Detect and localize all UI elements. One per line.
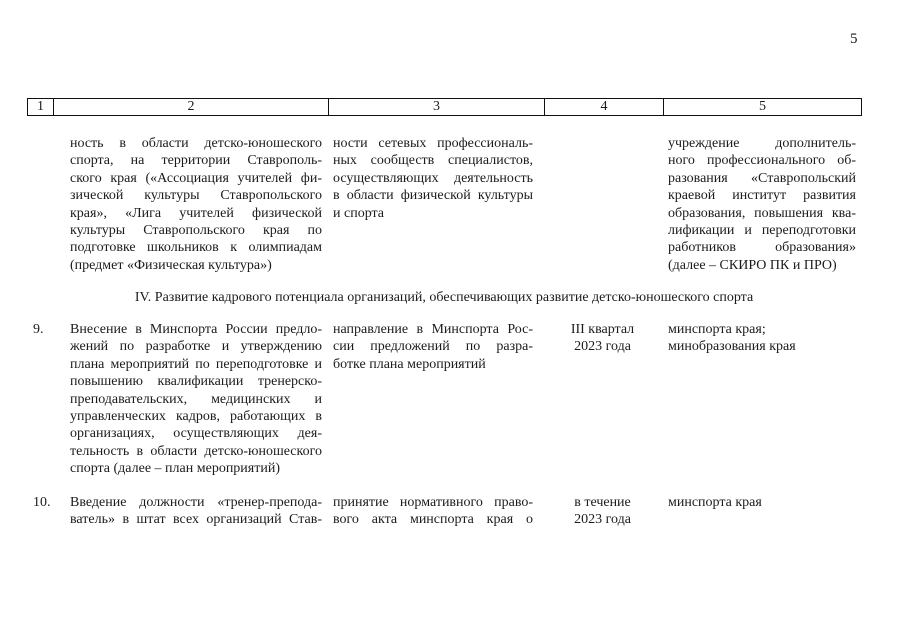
text-line: плана мероприятий по переподготовке и [70, 356, 322, 372]
text-line: повышению квалификации тренерско- [70, 374, 322, 390]
text-line: организациях, осуществляющих дея- [70, 426, 322, 442]
row-result-text [333, 321, 533, 373]
row-deadline-text [543, 494, 662, 529]
text-line: минспорта края; [668, 322, 766, 337]
text-line: и спорта [333, 205, 385, 221]
text-line: Внесение в Минспорта России предло- [70, 322, 322, 337]
text-line: сии предложений по разра- [333, 339, 533, 355]
text-line: III квартал [570, 322, 635, 337]
text-line: 2023 года [574, 512, 631, 528]
text-line: спорта (далее – план мероприятий) [70, 461, 281, 477]
row-number: 9. [33, 322, 44, 337]
text-line: образования, повышения ква- [668, 205, 856, 221]
text-line: разования «Ставропольский [668, 170, 856, 186]
section-heading: IV. Развитие кадрового потенциала организаций, обеспечивающих развитие детско-юношеского спорта [134, 290, 754, 305]
text-line: работников образования» [668, 240, 856, 256]
text-line: тельность в области детско-юношеского [70, 443, 322, 459]
text-line: ботке плана мероприятий [333, 356, 486, 372]
text-line: Введение должности «тренер-препода- [70, 495, 322, 510]
row-responsible-text [668, 494, 856, 511]
text-line: преподавательских, медицинских и [70, 391, 322, 407]
text-line: ватель» в штат всех организаций Став- [70, 512, 322, 528]
text-line: зической культуры Ставропольского [70, 188, 322, 204]
text-line: (далее – СКИРО ПК и ПРО) [668, 257, 837, 273]
text-line: минобразования края [668, 339, 796, 355]
text-line: минспорта края [668, 495, 762, 510]
continuation-responsible-text [668, 135, 856, 274]
row-result-text [333, 494, 533, 529]
row-number: 10. [33, 495, 51, 510]
text-line: края», «Лига учителей физической [70, 205, 322, 221]
text-line: краевой институт развития [668, 188, 856, 204]
text-line: ного профессионального об- [668, 153, 856, 169]
row-responsible-text [668, 321, 856, 356]
text-line: в течение [574, 495, 631, 510]
text-line: направление в Минспорта Рос- [333, 322, 533, 337]
continuation-measure-text [70, 135, 322, 274]
row-measure-text [70, 494, 322, 529]
text-line: осуществляющих деятельность [333, 170, 533, 186]
text-line: 2023 года [574, 339, 631, 355]
text-line: учреждение дополнитель- [668, 136, 856, 151]
text-line: ность в области детско-юношеского [70, 136, 322, 151]
text-line: управленческих кадров, работающих в [70, 408, 322, 424]
column-number-1: 1 [37, 99, 44, 114]
text-line: жений по разработке и утверждению [70, 339, 322, 355]
text-line: культуры Ставропольского края по [70, 222, 322, 238]
text-line: лификации и переподготовки [668, 222, 856, 238]
column-number-4: 4 [544, 99, 663, 115]
text-line: ных сообществ специалистов, [333, 153, 533, 169]
row-measure-text [70, 321, 322, 478]
continuation-result-text [333, 135, 533, 222]
text-line: подготовке школьников к олимпиадам [70, 240, 322, 256]
column-number-5: 5 [663, 99, 861, 115]
text-line: вого акта минспорта края о [333, 512, 533, 528]
text-line: ности сетевых профессиональ- [333, 136, 533, 151]
text-line: ского края («Ассоциация учителей фи- [70, 170, 322, 186]
table-header-row [27, 98, 862, 116]
text-line: принятие нормативного право- [333, 495, 533, 510]
page-number: 5 [850, 31, 858, 47]
text-line: в области физической культуры [333, 188, 533, 204]
text-line: (предмет «Физическая культура») [70, 257, 272, 273]
column-number-3: 3 [328, 99, 544, 115]
column-number-2: 2 [53, 99, 328, 115]
text-line: спорта, на территории Ставрополь- [70, 153, 322, 169]
row-deadline-text [543, 321, 662, 356]
